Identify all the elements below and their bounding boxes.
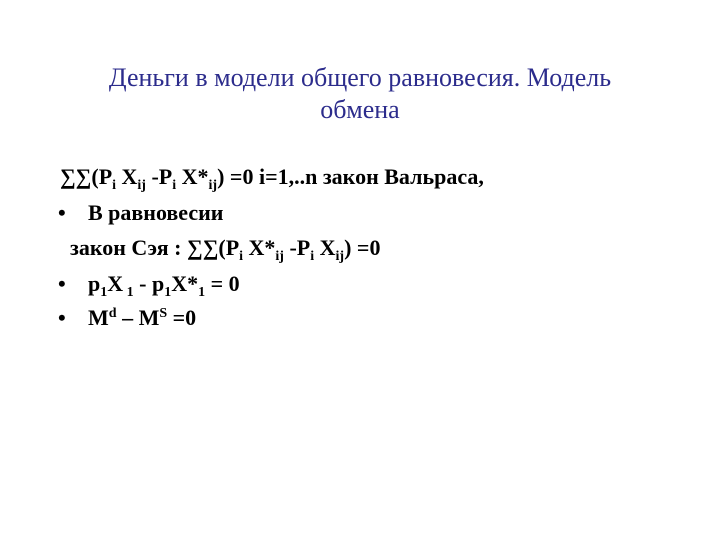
formula-part: =0: [167, 305, 197, 330]
formula-part: = 0: [205, 271, 240, 296]
formula-part: X*: [176, 164, 209, 189]
formula-part: X: [107, 271, 124, 296]
formula-subscript: 1: [123, 285, 134, 300]
formula-part: закон Сэя : ∑∑(P: [70, 235, 240, 260]
formula-part: -P: [145, 164, 173, 189]
formula-part: -P: [283, 235, 311, 260]
formula-subscript: i: [239, 249, 244, 264]
formula-superscript: S: [159, 306, 168, 321]
formula-subscript: ij: [275, 249, 284, 264]
formula-part: – M: [116, 305, 160, 330]
formula-part: - p: [133, 271, 165, 296]
bullet-item-money-market: [58, 305, 196, 331]
bullet-item-money-balance: [58, 271, 240, 300]
formula-subscript: i: [310, 249, 315, 264]
formula-part: X*: [171, 271, 199, 296]
formula-subscript: ij: [137, 178, 146, 193]
formula-subscript: ij: [208, 178, 218, 193]
bullet-item-equilibrium: [58, 200, 223, 226]
formula-subscript: 1: [100, 285, 108, 300]
formula-superscript: d: [108, 306, 117, 321]
bullet-icon: •: [58, 200, 66, 225]
formula-subscript: 1: [164, 285, 172, 300]
formula-part: p: [88, 271, 101, 296]
formula-part: ) =0 i=1,..n закон Вальраса,: [217, 164, 484, 189]
bullet-icon: •: [58, 305, 66, 330]
bullet-icon: •: [58, 271, 66, 296]
formula-subscript: i: [172, 178, 177, 193]
bullet-text: В равновесии: [88, 200, 224, 225]
formula-part: M: [88, 305, 109, 330]
walras-law-formula: [60, 164, 484, 193]
formula-part: ) =0: [344, 235, 381, 260]
formula-part: X*: [243, 235, 276, 260]
formula-part: X: [116, 164, 138, 189]
slide-title: [60, 62, 660, 126]
formula-subscript: ij: [335, 249, 345, 264]
formula-subscript: i: [112, 178, 117, 193]
formula-part: X: [314, 235, 336, 260]
slide-title-line-2: обмена: [320, 95, 400, 124]
say-law-formula: [70, 235, 381, 264]
formula-subscript: 1: [198, 285, 206, 300]
formula-part: ∑∑(P: [60, 164, 113, 189]
slide-title-line-1: Деньги в модели общего равновесия. Модель: [108, 63, 612, 92]
